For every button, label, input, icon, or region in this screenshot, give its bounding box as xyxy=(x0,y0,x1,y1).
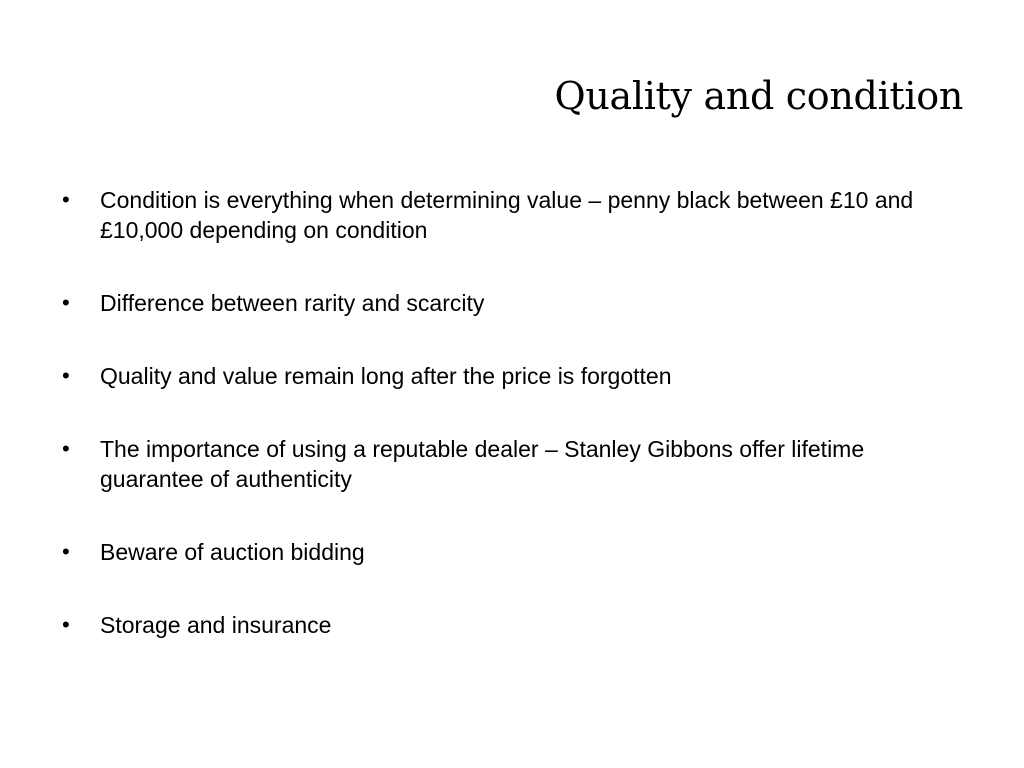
bullet-item-auction-bidding xyxy=(62,537,962,567)
bullet-marker: • xyxy=(62,187,70,212)
slide-title: Quality and condition xyxy=(554,74,963,118)
bullet-marker: • xyxy=(62,612,70,637)
bullet-text: The importance of using a reputable dealer – Stanley Gibbons offer lifetime guarantee of authenticity xyxy=(100,436,865,492)
bullet-item-condition xyxy=(62,185,962,245)
bullet-text: Difference between rarity and scarcity xyxy=(100,290,485,316)
bullet-text: Condition is everything when determining value – penny black between £10 and £10,000 depending on condition xyxy=(100,187,914,243)
bullet-text: Beware of auction bidding xyxy=(100,539,365,565)
bullet-marker: • xyxy=(62,539,70,564)
bullet-list xyxy=(62,185,962,640)
bullet-item-rarity xyxy=(62,288,962,318)
bullet-marker: • xyxy=(62,290,70,315)
bullet-item-storage-insurance xyxy=(62,610,962,640)
bullet-item-reputable-dealer xyxy=(62,434,962,494)
bullet-marker: • xyxy=(62,363,70,388)
bullet-marker: • xyxy=(62,436,70,461)
bullet-text: Quality and value remain long after the price is forgotten xyxy=(100,363,672,389)
bullet-text: Storage and insurance xyxy=(100,612,332,638)
bullet-item-quality-value xyxy=(62,361,962,391)
